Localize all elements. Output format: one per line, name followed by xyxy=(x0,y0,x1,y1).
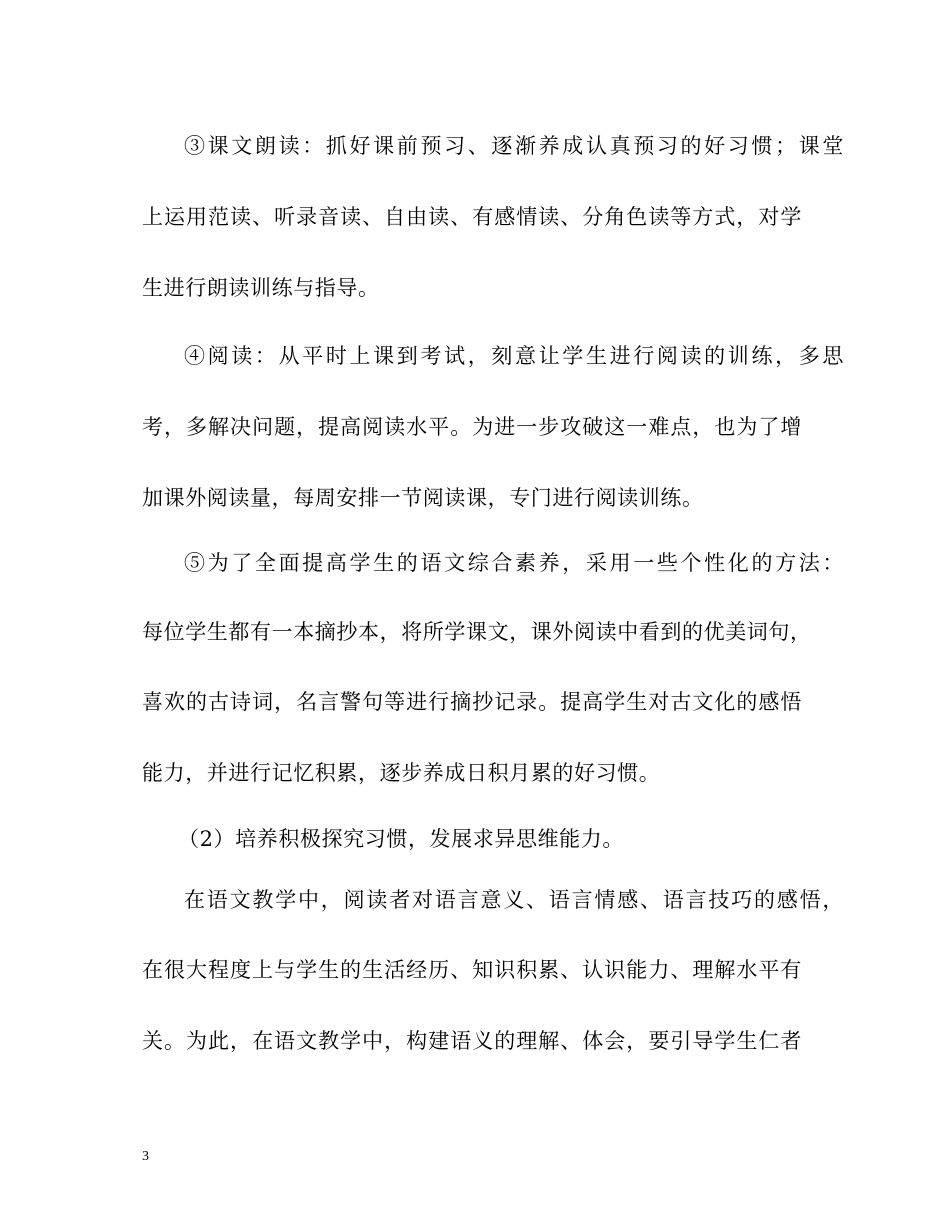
paragraph-line: 生进行朗读训练与指导。 xyxy=(142,276,380,300)
paragraph-line: 每位学生都有一本摘抄本，将所学课文，课外阅读中看到的优美词句， xyxy=(142,620,812,644)
paragraph-line: ⑤为了全面提高学生的语文综合素养，采用一些个性化的方法： xyxy=(184,551,844,575)
page-number: 3 xyxy=(142,1149,149,1164)
paragraph-line: ④阅读：从平时上课到考试，刻意让学生进行阅读的训练，多思 xyxy=(184,344,844,368)
paragraph-line: 关。为此，在语文教学中，构建语义的理解、体会，要引导学生仁者 xyxy=(142,1029,802,1053)
paragraph-line: 喜欢的古诗词，名言警句等进行摘抄记录。提高学生对古文化的感悟 xyxy=(142,690,802,714)
paragraph-line: 加课外阅读量，每周安排一节阅读课，专门进行阅读训练。 xyxy=(142,486,704,510)
paragraph-line: 在语文教学中，阅读者对语言意义、语言情感、语言技巧的感悟， xyxy=(184,888,844,912)
paragraph-line: 能力，并进行记忆积累，逐步养成日积月累的好习惯。 xyxy=(142,761,661,785)
section-heading: （2）培养积极探究习惯，发展求异思维能力。 xyxy=(178,827,624,851)
paragraph-line: 在很大程度上与学生的生活经历、知识积累、认识能力、理解水平有 xyxy=(142,958,802,982)
paragraph-line: 考，多解决问题，提高阅读水平。为进一步攻破这一难点，也为了增 xyxy=(142,415,802,439)
paragraph-line: 上运用范读、听录音读、自由读、有感情读、分角色读等方式，对学 xyxy=(142,205,802,229)
paragraph-line: ③课文朗读：抓好课前预习、逐渐养成认真预习的好习惯；课堂 xyxy=(184,134,844,158)
